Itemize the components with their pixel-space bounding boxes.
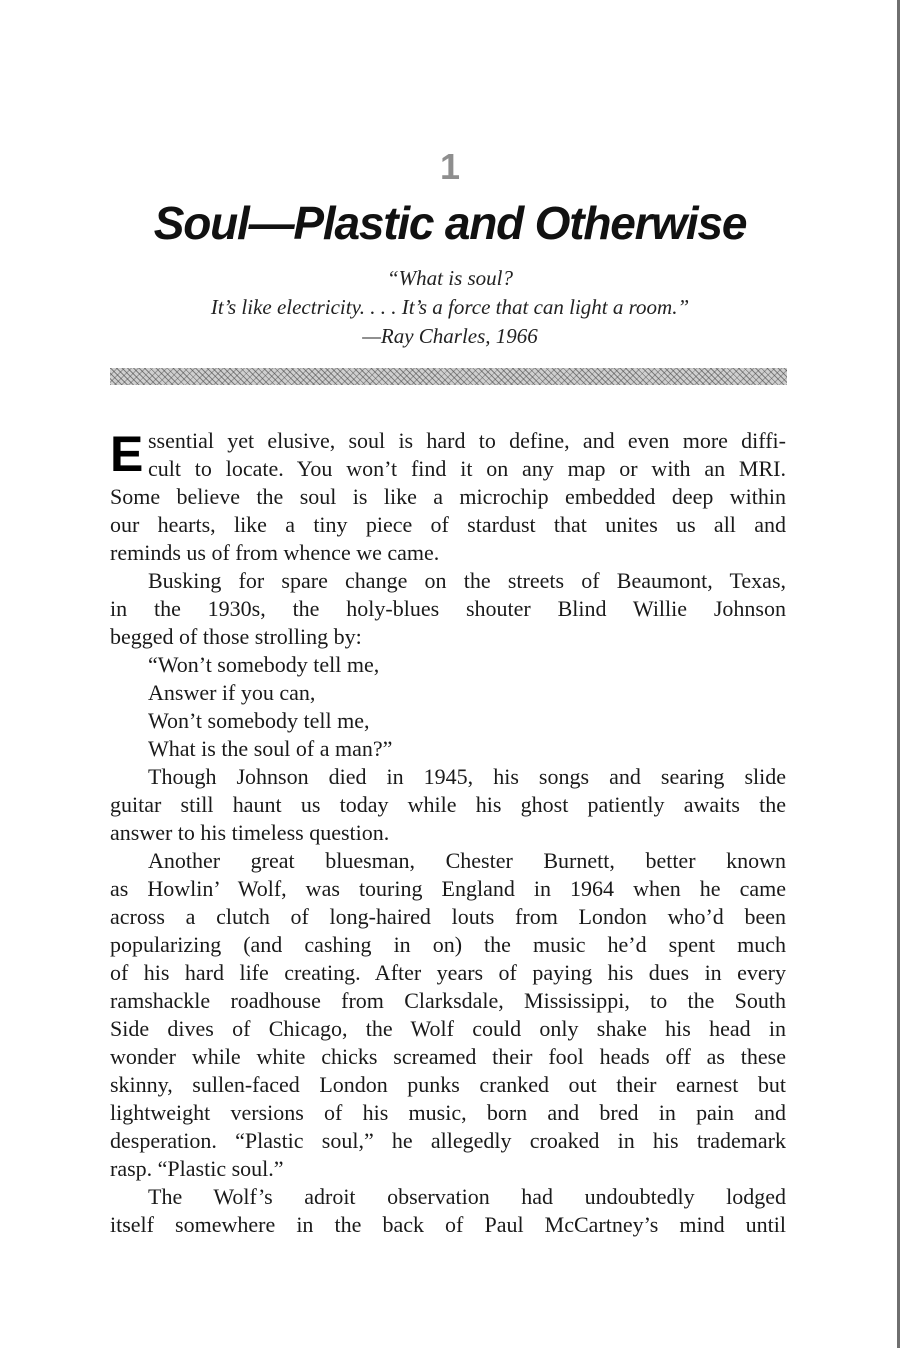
text-line: itself somewhere in the back of Paul McCartney’s mind until xyxy=(110,1212,786,1237)
text-line: The Wolf’s adroit observation had undoubtedly lodged xyxy=(148,1184,786,1209)
text-line: Answer if you can, xyxy=(148,680,316,705)
text-line: begged of those strolling by: xyxy=(110,624,362,649)
epigraph-line: “What is soul? xyxy=(386,266,514,290)
chapter-title: Soul—Plastic and Otherwise xyxy=(153,197,747,249)
text-line: in the 1930s, the holy-blues shouter Blind Willie Johnson xyxy=(110,596,786,621)
text-line: Some believe the soul is like a microchip embedded deep within xyxy=(110,484,786,509)
text-line: guitar still haunt us today while his ghost patiently awaits the xyxy=(110,792,786,817)
text-line: Busking for spare change on the streets of Beaumont, Texas, xyxy=(148,568,786,593)
text-line: desperation. “Plastic soul,” he allegedly croaked in his trademark xyxy=(110,1128,786,1153)
text-line: ssential yet elusive, soul is hard to define, and even more diffi- xyxy=(148,428,786,453)
text-line: Though Johnson died in 1945, his songs and searing slide xyxy=(148,764,786,789)
text-line: Side dives of Chicago, the Wolf could only shake his head in xyxy=(110,1016,786,1041)
text-line: lightweight versions of his music, born and bred in pain and xyxy=(110,1100,786,1125)
text-line: our hearts, like a tiny piece of stardust that unites us all and xyxy=(110,512,786,537)
text-line: of his hard life creating. After years of paying his dues in every xyxy=(110,960,786,985)
text-line: ramshackle roadhouse from Clarksdale, Mississippi, to the South xyxy=(110,988,786,1013)
text-line: popularizing (and cashing in on) the music he’d spent much xyxy=(110,932,786,957)
text-line: skinny, sullen-faced London punks cranked out their earnest but xyxy=(110,1072,786,1097)
text-line: wonder while white chicks screamed their fool heads off as these xyxy=(110,1044,786,1069)
ornamental-divider xyxy=(110,368,787,385)
text-line: “Won’t somebody tell me, xyxy=(148,652,380,677)
text-line: Another great bluesman, Chester Burnett, better known xyxy=(148,848,786,873)
text-line: Won’t somebody tell me, xyxy=(148,708,370,733)
epigraph-attribution: —Ray Charles, 1966 xyxy=(362,324,538,348)
body-text xyxy=(110,427,786,1239)
epigraph-line: It’s like electricity. . . . It’s a force that can light a room.” xyxy=(210,295,690,319)
text-line: What is the soul of a man?” xyxy=(148,736,393,761)
text-line: answer to his timeless question. xyxy=(110,820,390,845)
drop-cap: E xyxy=(110,426,144,482)
epigraph xyxy=(0,264,900,351)
text-line: as Howlin’ Wolf, was touring England in 1964 when he came xyxy=(110,876,786,901)
text-line: across a clutch of long-haired louts from London who’d been xyxy=(110,904,786,929)
text-line: reminds us of from whence we came. xyxy=(110,540,440,565)
text-line: cult to locate. You won’t find it on any map or with an MRI. xyxy=(148,456,786,481)
text-line: rasp. “Plastic soul.” xyxy=(110,1156,284,1181)
chapter-number: 1 xyxy=(439,146,461,187)
